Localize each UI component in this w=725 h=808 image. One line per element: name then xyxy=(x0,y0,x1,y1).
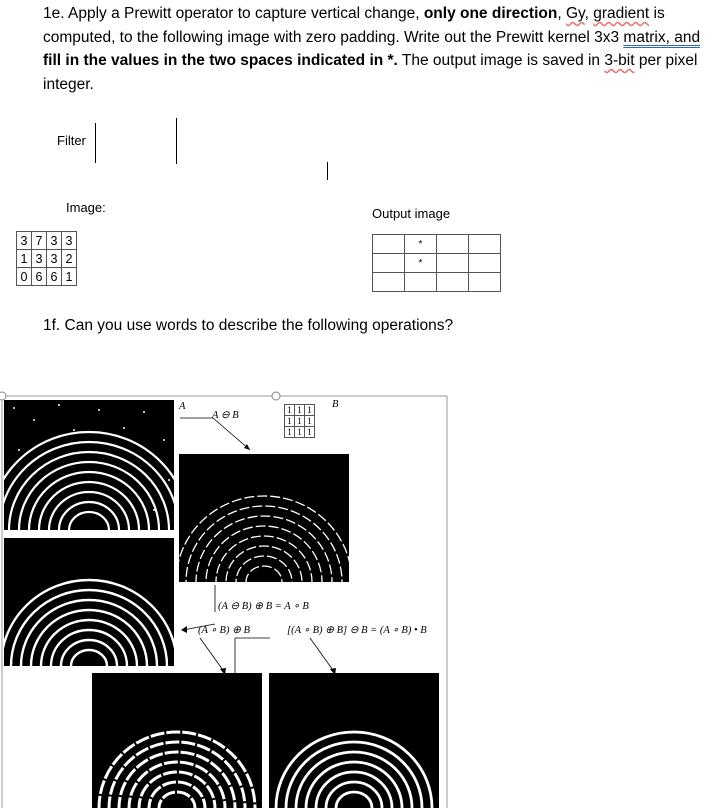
se-cell: 1 xyxy=(295,405,305,416)
se-row xyxy=(285,427,315,438)
q1e-text-1: 1e. Apply a Prewitt operator to capture vertical change, xyxy=(43,5,424,22)
se-cell: 1 xyxy=(285,405,295,416)
output-cell xyxy=(469,273,501,292)
input-cell: 3 xyxy=(62,232,77,250)
output-cell xyxy=(469,254,501,273)
q1e-comma: , xyxy=(557,5,566,22)
label-b: B xyxy=(332,399,339,410)
fingerprint-original-panel xyxy=(4,538,174,666)
q1e-bold-fill-in: fill in the values in the two spaces indicated in *. xyxy=(43,52,398,69)
q1e-3bit: 3-bit xyxy=(604,52,635,69)
output-cell xyxy=(469,235,501,254)
output-image-grid xyxy=(372,234,501,292)
input-cell: 0 xyxy=(17,268,32,286)
fingerprint-opening-dilated-image xyxy=(92,673,262,808)
output-cell-star: * xyxy=(405,254,437,273)
image-label: Image: xyxy=(66,200,106,215)
q1e-matrix-and: matrix, and xyxy=(623,28,701,46)
q1e-comma-2: , xyxy=(584,5,594,22)
output-cell xyxy=(373,273,405,292)
fingerprint-original-image xyxy=(4,538,174,666)
input-row xyxy=(17,250,77,268)
fingerprint-noisy-panel xyxy=(4,400,174,530)
fingerprint-closing-panel xyxy=(269,673,439,808)
se-cell: 1 xyxy=(295,427,305,438)
label-a: A xyxy=(179,401,186,412)
input-cell: 6 xyxy=(32,268,47,286)
output-row xyxy=(373,235,501,254)
q1e-gy: Gy xyxy=(565,5,585,22)
output-cell xyxy=(437,254,469,273)
filter-bracket-right xyxy=(176,118,177,164)
label-dilate-open: (A ∘ B) ⊕ B xyxy=(198,625,250,636)
q1e-text-4: per pixel integer. xyxy=(43,52,698,93)
label-opening: (A ⊖ B) ⊕ B = A ∘ B xyxy=(218,601,309,612)
output-cell xyxy=(373,254,405,273)
question-1f: 1f. Can you use words to describe the following operations? xyxy=(43,317,454,334)
fingerprint-noisy-image xyxy=(4,400,174,530)
fingerprint-closing-image xyxy=(269,673,439,808)
input-cell: 2 xyxy=(62,250,77,268)
se-cell: 1 xyxy=(285,416,295,427)
output-cell-star: * xyxy=(405,235,437,254)
q1e-text-2: is computed, to the following image with zero padding. Write out the Prewitt kernel 3x3 xyxy=(43,5,665,46)
se-cell: 1 xyxy=(305,427,315,438)
output-row xyxy=(373,273,501,292)
filter-cursor-mark xyxy=(327,162,328,180)
input-cell: 1 xyxy=(17,250,32,268)
input-cell: 3 xyxy=(17,232,32,250)
input-cell: 3 xyxy=(32,250,47,268)
fingerprint-erosion-image xyxy=(179,454,349,582)
structuring-element-grid xyxy=(284,404,315,438)
input-cell: 7 xyxy=(32,232,47,250)
q1e-text-3: The output image is saved in xyxy=(397,52,605,69)
input-cell: 3 xyxy=(47,232,62,250)
fingerprint-opening-dilated-panel xyxy=(92,673,262,808)
input-row xyxy=(17,268,77,286)
input-image-grid xyxy=(16,231,77,286)
output-cell xyxy=(437,273,469,292)
label-closing-of-open: [(A ∘ B) ⊕ B] ⊖ B = (A ∘ B) • B xyxy=(287,625,427,636)
output-cell xyxy=(373,235,405,254)
q1e-gradient: gradient xyxy=(593,5,650,22)
se-row xyxy=(285,405,315,416)
input-row xyxy=(17,232,77,250)
fingerprint-erosion-panel xyxy=(179,454,349,582)
input-cell: 3 xyxy=(47,250,62,268)
filter-bracket-left xyxy=(95,123,96,163)
se-row xyxy=(285,416,315,427)
input-cell: 6 xyxy=(47,268,62,286)
output-row xyxy=(373,254,501,273)
label-erosion: A ⊖ B xyxy=(212,410,239,421)
se-cell: 1 xyxy=(285,427,295,438)
filter-label: Filter xyxy=(57,133,86,148)
se-cell: 1 xyxy=(295,416,305,427)
input-cell: 1 xyxy=(62,268,77,286)
question-1e xyxy=(43,2,719,96)
se-cell: 1 xyxy=(305,416,315,427)
q1e-bold-only-one-direction: only one direction xyxy=(423,5,558,22)
output-cell xyxy=(405,273,437,292)
output-image-label: Output image xyxy=(372,206,451,221)
output-cell xyxy=(437,235,469,254)
se-cell: 1 xyxy=(305,405,315,416)
morphology-figure xyxy=(0,388,450,808)
